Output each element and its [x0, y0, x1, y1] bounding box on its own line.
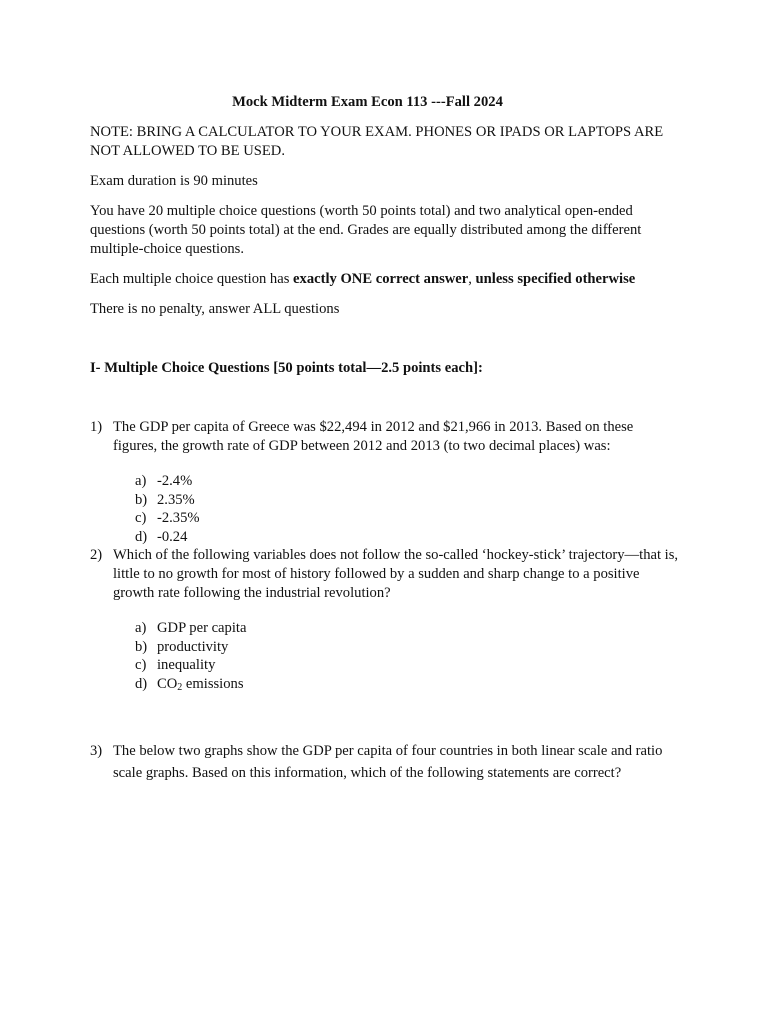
option-text: -0.24	[157, 528, 188, 545]
option-letter: d)	[135, 675, 148, 692]
option-text	[157, 675, 244, 694]
exam-title: Mock Midterm Exam Econ 113 ---Fall 2024	[232, 94, 503, 110]
option-letter: b)	[135, 491, 148, 508]
question-number: 3)	[90, 743, 103, 759]
question-number: 2)	[90, 547, 103, 563]
option-text: -2.35%	[157, 510, 200, 526]
option-letter: c)	[135, 510, 147, 526]
option-letter: c)	[135, 657, 147, 673]
question-number: 1)	[90, 419, 103, 435]
option-letter: d)	[135, 528, 148, 545]
exam-duration: Exam duration is 90 minutes	[90, 173, 258, 189]
option-text-post: emissions	[182, 675, 244, 692]
question-3	[90, 740, 680, 784]
penalty-note: There is no penalty, answer ALL questions	[90, 301, 340, 317]
exam-structure: You have 20 multiple choice questions (worth 50 points total) and two analytical open-ended questions (worth 50 points total) at the end. Grades are equally distributed among the different multiple-choice questions.	[90, 203, 642, 257]
answer-rule-pre: Each multiple choice question has	[90, 271, 294, 287]
option-text: inequality	[157, 657, 216, 673]
answer-rule	[90, 270, 690, 289]
answer-rule-bold-two: unless specified otherwise	[475, 271, 636, 287]
option-text: productivity	[157, 638, 229, 655]
answer-rule-mid: ,	[468, 271, 476, 287]
question-text: Which of the following variables does not follow the so-called ‘hockey-stick’ trajectory—that is, little to no growth for most of history followed by a sudden and sharp change to a positive growth rate following the industrial revolution?	[113, 547, 679, 601]
calculator-note: NOTE: BRING A CALCULATOR TO YOUR EXAM. PHONES OR IPADS OR LAPTOPS ARE NOT ALLOWED TO BE USED.	[90, 124, 664, 159]
question-1	[90, 418, 680, 456]
question-text: The below two graphs show the GDP per capita of four countries in both linear scale and ratio scale graphs. Based on this information, which of the following statements are correct?	[113, 743, 663, 781]
option-letter: a)	[135, 473, 147, 489]
option-text: -2.4%	[157, 473, 193, 489]
answer-rule-bold-one: exactly ONE correct answer	[293, 271, 469, 287]
option-text-subscript: 2	[177, 681, 183, 693]
option-text-pre: CO	[157, 675, 178, 692]
section-heading: I- Multiple Choice Questions [50 points total—2.5 points each]:	[90, 360, 483, 376]
option-letter: b)	[135, 638, 148, 655]
option-text: 2.35%	[157, 491, 195, 508]
option-letter: a)	[135, 620, 147, 636]
question-2	[90, 546, 680, 603]
question-text: The GDP per capita of Greece was $22,494 in 2012 and $21,966 in 2013. Based on these figures, the growth rate of GDP between 2012 and 2013 (to two decimal places) was:	[113, 419, 634, 454]
option-text: GDP per capita	[157, 620, 247, 636]
